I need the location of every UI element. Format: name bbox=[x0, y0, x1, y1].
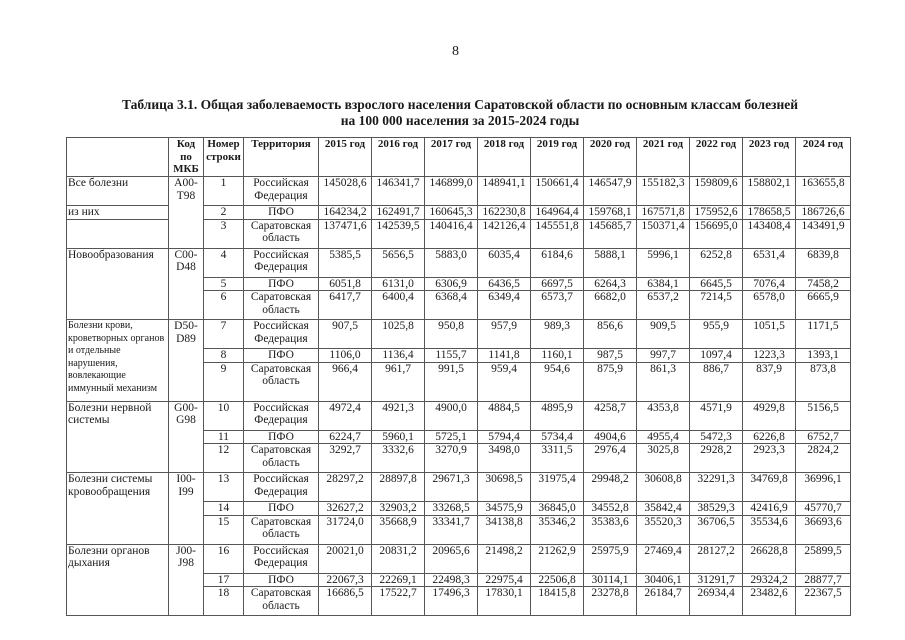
icd-code: G00-G98 bbox=[169, 401, 204, 473]
table-row bbox=[67, 473, 851, 502]
value-cell: 1223,3 bbox=[743, 349, 796, 363]
value-cell: 20831,2 bbox=[372, 544, 425, 573]
value-cell: 6665,9 bbox=[796, 291, 851, 320]
territory: Саратовская область bbox=[244, 587, 319, 616]
value-cell: 959,4 bbox=[478, 362, 531, 401]
territory: Российская Федерация bbox=[244, 544, 319, 573]
value-cell: 961,7 bbox=[372, 362, 425, 401]
value-cell: 4955,4 bbox=[637, 430, 690, 444]
territory: ПФО bbox=[244, 430, 319, 444]
value-cell: 22269,1 bbox=[372, 573, 425, 587]
value-cell: 36845,0 bbox=[531, 502, 584, 516]
value-cell: 5725,1 bbox=[425, 430, 478, 444]
value-cell: 17830,1 bbox=[478, 587, 531, 616]
value-cell: 20965,6 bbox=[425, 544, 478, 573]
column-header: 2019 год bbox=[531, 138, 584, 177]
table-row bbox=[67, 177, 851, 206]
value-cell: 6184,6 bbox=[531, 248, 584, 277]
value-cell: 155182,3 bbox=[637, 177, 690, 206]
value-cell: 6752,7 bbox=[796, 430, 851, 444]
value-cell: 909,5 bbox=[637, 320, 690, 349]
value-cell: 35520,3 bbox=[637, 515, 690, 544]
disease-name: Все болезни bbox=[67, 177, 169, 206]
territory: ПФО bbox=[244, 573, 319, 587]
value-cell: 886,7 bbox=[690, 362, 743, 401]
value-cell: 186726,6 bbox=[796, 206, 851, 220]
value-cell: 26628,8 bbox=[743, 544, 796, 573]
value-cell: 28127,2 bbox=[690, 544, 743, 573]
value-cell: 4895,9 bbox=[531, 401, 584, 430]
value-cell: 156695,0 bbox=[690, 219, 743, 248]
value-cell: 5156,5 bbox=[796, 401, 851, 430]
row-number: 17 bbox=[204, 573, 244, 587]
value-cell: 16686,5 bbox=[319, 587, 372, 616]
value-cell: 27469,4 bbox=[637, 544, 690, 573]
value-cell: 22506,8 bbox=[531, 573, 584, 587]
value-cell: 6645,5 bbox=[690, 277, 743, 291]
row-number: 16 bbox=[204, 544, 244, 573]
value-cell: 137471,6 bbox=[319, 219, 372, 248]
territory: Саратовская область bbox=[244, 515, 319, 544]
icd-code: A00-T98 bbox=[169, 177, 204, 249]
value-cell: 35534,6 bbox=[743, 515, 796, 544]
icd-code: J00-J98 bbox=[169, 544, 204, 616]
value-cell: 873,8 bbox=[796, 362, 851, 401]
value-cell: 987,5 bbox=[584, 349, 637, 363]
value-cell: 148941,1 bbox=[478, 177, 531, 206]
value-cell: 6252,8 bbox=[690, 248, 743, 277]
value-cell: 29671,3 bbox=[425, 473, 478, 502]
value-cell: 150661,4 bbox=[531, 177, 584, 206]
value-cell: 5960,1 bbox=[372, 430, 425, 444]
value-cell: 997,7 bbox=[637, 349, 690, 363]
value-cell: 989,3 bbox=[531, 320, 584, 349]
territory: ПФО bbox=[244, 206, 319, 220]
value-cell: 1097,4 bbox=[690, 349, 743, 363]
column-header bbox=[67, 138, 169, 177]
value-cell: 6839,8 bbox=[796, 248, 851, 277]
value-cell: 5883,0 bbox=[425, 248, 478, 277]
value-cell: 5888,1 bbox=[584, 248, 637, 277]
value-cell: 17496,3 bbox=[425, 587, 478, 616]
row-number: 6 bbox=[204, 291, 244, 320]
column-header: Код по МКБ bbox=[169, 138, 204, 177]
value-cell: 7214,5 bbox=[690, 291, 743, 320]
value-cell: 875,9 bbox=[584, 362, 637, 401]
value-cell: 140416,4 bbox=[425, 219, 478, 248]
value-cell: 907,5 bbox=[319, 320, 372, 349]
value-cell: 6224,7 bbox=[319, 430, 372, 444]
value-cell: 1106,0 bbox=[319, 349, 372, 363]
value-cell: 32903,2 bbox=[372, 502, 425, 516]
value-cell: 21262,9 bbox=[531, 544, 584, 573]
value-cell: 2824,2 bbox=[796, 444, 851, 473]
value-cell: 6264,3 bbox=[584, 277, 637, 291]
page-number: 8 bbox=[452, 44, 459, 59]
value-cell: 1136,4 bbox=[372, 349, 425, 363]
value-cell: 143408,4 bbox=[743, 219, 796, 248]
value-cell: 6384,1 bbox=[637, 277, 690, 291]
value-cell: 33341,7 bbox=[425, 515, 478, 544]
value-cell: 146899,0 bbox=[425, 177, 478, 206]
value-cell: 29948,2 bbox=[584, 473, 637, 502]
value-cell: 30608,8 bbox=[637, 473, 690, 502]
value-cell: 18415,8 bbox=[531, 587, 584, 616]
value-cell: 34552,8 bbox=[584, 502, 637, 516]
value-cell: 6400,4 bbox=[372, 291, 425, 320]
value-cell: 2976,4 bbox=[584, 444, 637, 473]
value-cell: 22975,4 bbox=[478, 573, 531, 587]
value-cell: 4900,0 bbox=[425, 401, 478, 430]
value-cell: 4571,9 bbox=[690, 401, 743, 430]
table-title-line-1: Таблица 3.1. Общая заболеваемость взрослого населения Саратовской области по основным классам болезней bbox=[121, 97, 799, 112]
territory: Российская Федерация bbox=[244, 177, 319, 206]
territory: Российская Федерация bbox=[244, 248, 319, 277]
value-cell: 6682,0 bbox=[584, 291, 637, 320]
value-cell: 167571,8 bbox=[637, 206, 690, 220]
territory: ПФО bbox=[244, 349, 319, 363]
value-cell: 2923,3 bbox=[743, 444, 796, 473]
value-cell: 1171,5 bbox=[796, 320, 851, 349]
disease-cell-empty bbox=[67, 219, 169, 248]
value-cell: 22498,3 bbox=[425, 573, 478, 587]
value-cell: 145551,8 bbox=[531, 219, 584, 248]
value-cell: 3311,5 bbox=[531, 444, 584, 473]
value-cell: 160645,3 bbox=[425, 206, 478, 220]
value-cell: 856,6 bbox=[584, 320, 637, 349]
value-cell: 31975,4 bbox=[531, 473, 584, 502]
value-cell: 29324,2 bbox=[743, 573, 796, 587]
table-row bbox=[67, 544, 851, 573]
value-cell: 143491,9 bbox=[796, 219, 851, 248]
value-cell: 1141,8 bbox=[478, 349, 531, 363]
territory: ПФО bbox=[244, 277, 319, 291]
row-number: 1 bbox=[204, 177, 244, 206]
row-number: 15 bbox=[204, 515, 244, 544]
value-cell: 25975,9 bbox=[584, 544, 637, 573]
value-cell: 26184,7 bbox=[637, 587, 690, 616]
table-title-line-2: на 100 000 населения за 2015-2024 годы bbox=[340, 113, 580, 128]
column-header: 2016 год bbox=[372, 138, 425, 177]
morbidity-table bbox=[66, 137, 851, 616]
row-number: 10 bbox=[204, 401, 244, 430]
column-header: 2018 год bbox=[478, 138, 531, 177]
value-cell: 34769,8 bbox=[743, 473, 796, 502]
disease-name: Болезни крови, кроветворных органов и отдельные нарушения, вовлекающие иммунный механизм bbox=[67, 320, 169, 402]
value-cell: 4258,7 bbox=[584, 401, 637, 430]
value-cell: 142126,4 bbox=[478, 219, 531, 248]
value-cell: 28897,8 bbox=[372, 473, 425, 502]
disease-name: Новообразования bbox=[67, 248, 169, 320]
territory: Саратовская область bbox=[244, 219, 319, 248]
table-row bbox=[67, 320, 851, 349]
row-number: 5 bbox=[204, 277, 244, 291]
value-cell: 164964,4 bbox=[531, 206, 584, 220]
value-cell: 159809,6 bbox=[690, 177, 743, 206]
disease-subtitle: из них bbox=[67, 206, 169, 220]
value-cell: 162230,8 bbox=[478, 206, 531, 220]
value-cell: 6306,9 bbox=[425, 277, 478, 291]
value-cell: 159768,1 bbox=[584, 206, 637, 220]
value-cell: 4972,4 bbox=[319, 401, 372, 430]
value-cell: 36996,1 bbox=[796, 473, 851, 502]
value-cell: 23278,8 bbox=[584, 587, 637, 616]
value-cell: 33268,5 bbox=[425, 502, 478, 516]
value-cell: 6226,8 bbox=[743, 430, 796, 444]
value-cell: 146341,7 bbox=[372, 177, 425, 206]
value-cell: 158802,1 bbox=[743, 177, 796, 206]
territory: Саратовская область bbox=[244, 291, 319, 320]
value-cell: 45770,7 bbox=[796, 502, 851, 516]
value-cell: 991,5 bbox=[425, 362, 478, 401]
value-cell: 1160,1 bbox=[531, 349, 584, 363]
value-cell: 954,6 bbox=[531, 362, 584, 401]
value-cell: 6368,4 bbox=[425, 291, 478, 320]
value-cell: 32627,2 bbox=[319, 502, 372, 516]
value-cell: 34138,8 bbox=[478, 515, 531, 544]
row-number: 2 bbox=[204, 206, 244, 220]
disease-name: Болезни системы кровообращения bbox=[67, 473, 169, 545]
column-header: 2021 год bbox=[637, 138, 690, 177]
value-cell: 142539,5 bbox=[372, 219, 425, 248]
row-number: 8 bbox=[204, 349, 244, 363]
icd-code: D50-D89 bbox=[169, 320, 204, 402]
territory: ПФО bbox=[244, 502, 319, 516]
value-cell: 3498,0 bbox=[478, 444, 531, 473]
territory: Саратовская область bbox=[244, 362, 319, 401]
column-header: 2017 год bbox=[425, 138, 478, 177]
value-cell: 1025,8 bbox=[372, 320, 425, 349]
value-cell: 6537,2 bbox=[637, 291, 690, 320]
value-cell: 35668,9 bbox=[372, 515, 425, 544]
value-cell: 955,9 bbox=[690, 320, 743, 349]
value-cell: 23482,6 bbox=[743, 587, 796, 616]
value-cell: 4884,5 bbox=[478, 401, 531, 430]
value-cell: 5656,5 bbox=[372, 248, 425, 277]
value-cell: 35842,4 bbox=[637, 502, 690, 516]
value-cell: 6436,5 bbox=[478, 277, 531, 291]
value-cell: 6417,7 bbox=[319, 291, 372, 320]
value-cell: 162491,7 bbox=[372, 206, 425, 220]
value-cell: 5996,1 bbox=[637, 248, 690, 277]
column-header: Номер строки bbox=[204, 138, 244, 177]
value-cell: 34575,9 bbox=[478, 502, 531, 516]
value-cell: 5472,3 bbox=[690, 430, 743, 444]
value-cell: 17522,7 bbox=[372, 587, 425, 616]
value-cell: 837,9 bbox=[743, 362, 796, 401]
value-cell: 3270,9 bbox=[425, 444, 478, 473]
table-row bbox=[67, 248, 851, 277]
value-cell: 7458,2 bbox=[796, 277, 851, 291]
value-cell: 6573,7 bbox=[531, 291, 584, 320]
value-cell: 6578,0 bbox=[743, 291, 796, 320]
value-cell: 163655,8 bbox=[796, 177, 851, 206]
value-cell: 6131,0 bbox=[372, 277, 425, 291]
value-cell: 6349,4 bbox=[478, 291, 531, 320]
value-cell: 7076,4 bbox=[743, 277, 796, 291]
value-cell: 1155,7 bbox=[425, 349, 478, 363]
column-header: 2022 год bbox=[690, 138, 743, 177]
row-number: 7 bbox=[204, 320, 244, 349]
value-cell: 4929,8 bbox=[743, 401, 796, 430]
value-cell: 36706,5 bbox=[690, 515, 743, 544]
value-cell: 21498,2 bbox=[478, 544, 531, 573]
icd-code: C00-D48 bbox=[169, 248, 204, 320]
value-cell: 31291,7 bbox=[690, 573, 743, 587]
value-cell: 966,4 bbox=[319, 362, 372, 401]
territory: Саратовская область bbox=[244, 444, 319, 473]
value-cell: 30114,1 bbox=[584, 573, 637, 587]
disease-name: Болезни органов дыхания bbox=[67, 544, 169, 616]
value-cell: 145685,7 bbox=[584, 219, 637, 248]
value-cell: 5734,4 bbox=[531, 430, 584, 444]
value-cell: 42416,9 bbox=[743, 502, 796, 516]
value-cell: 6531,4 bbox=[743, 248, 796, 277]
value-cell: 957,9 bbox=[478, 320, 531, 349]
value-cell: 30698,5 bbox=[478, 473, 531, 502]
value-cell: 4904,6 bbox=[584, 430, 637, 444]
value-cell: 146547,9 bbox=[584, 177, 637, 206]
icd-code: I00-I99 bbox=[169, 473, 204, 545]
value-cell: 164234,2 bbox=[319, 206, 372, 220]
row-number: 4 bbox=[204, 248, 244, 277]
column-header: Территория bbox=[244, 138, 319, 177]
value-cell: 3025,8 bbox=[637, 444, 690, 473]
territory: Российская Федерация bbox=[244, 473, 319, 502]
row-number: 9 bbox=[204, 362, 244, 401]
territory: Российская Федерация bbox=[244, 320, 319, 349]
value-cell: 26934,4 bbox=[690, 587, 743, 616]
row-number: 12 bbox=[204, 444, 244, 473]
value-cell: 31724,0 bbox=[319, 515, 372, 544]
row-number: 11 bbox=[204, 430, 244, 444]
column-header: 2020 год bbox=[584, 138, 637, 177]
value-cell: 145028,6 bbox=[319, 177, 372, 206]
header-row bbox=[67, 138, 851, 177]
value-cell: 22067,3 bbox=[319, 573, 372, 587]
table-row bbox=[67, 401, 851, 430]
column-header: 2015 год bbox=[319, 138, 372, 177]
value-cell: 150371,4 bbox=[637, 219, 690, 248]
value-cell: 35383,6 bbox=[584, 515, 637, 544]
column-header: 2024 год bbox=[796, 138, 851, 177]
value-cell: 22367,5 bbox=[796, 587, 851, 616]
value-cell: 861,3 bbox=[637, 362, 690, 401]
row-number: 13 bbox=[204, 473, 244, 502]
value-cell: 178658,5 bbox=[743, 206, 796, 220]
value-cell: 5385,5 bbox=[319, 248, 372, 277]
value-cell: 2928,2 bbox=[690, 444, 743, 473]
value-cell: 38529,3 bbox=[690, 502, 743, 516]
value-cell: 25899,5 bbox=[796, 544, 851, 573]
value-cell: 175952,6 bbox=[690, 206, 743, 220]
value-cell: 6035,4 bbox=[478, 248, 531, 277]
value-cell: 1051,5 bbox=[743, 320, 796, 349]
value-cell: 950,8 bbox=[425, 320, 478, 349]
value-cell: 36693,6 bbox=[796, 515, 851, 544]
column-header: 2023 год bbox=[743, 138, 796, 177]
row-number: 3 bbox=[204, 219, 244, 248]
territory: Российская Федерация bbox=[244, 401, 319, 430]
value-cell: 20021,0 bbox=[319, 544, 372, 573]
value-cell: 3332,6 bbox=[372, 444, 425, 473]
value-cell: 30406,1 bbox=[637, 573, 690, 587]
row-number: 18 bbox=[204, 587, 244, 616]
table-title bbox=[60, 97, 860, 129]
value-cell: 3292,7 bbox=[319, 444, 372, 473]
disease-name: Болезни нервной системы bbox=[67, 401, 169, 473]
value-cell: 28877,7 bbox=[796, 573, 851, 587]
value-cell: 32291,3 bbox=[690, 473, 743, 502]
value-cell: 35346,2 bbox=[531, 515, 584, 544]
value-cell: 4921,3 bbox=[372, 401, 425, 430]
value-cell: 6051,8 bbox=[319, 277, 372, 291]
value-cell: 5794,4 bbox=[478, 430, 531, 444]
value-cell: 4353,8 bbox=[637, 401, 690, 430]
value-cell: 6697,5 bbox=[531, 277, 584, 291]
value-cell: 28297,2 bbox=[319, 473, 372, 502]
value-cell: 1393,1 bbox=[796, 349, 851, 363]
row-number: 14 bbox=[204, 502, 244, 516]
